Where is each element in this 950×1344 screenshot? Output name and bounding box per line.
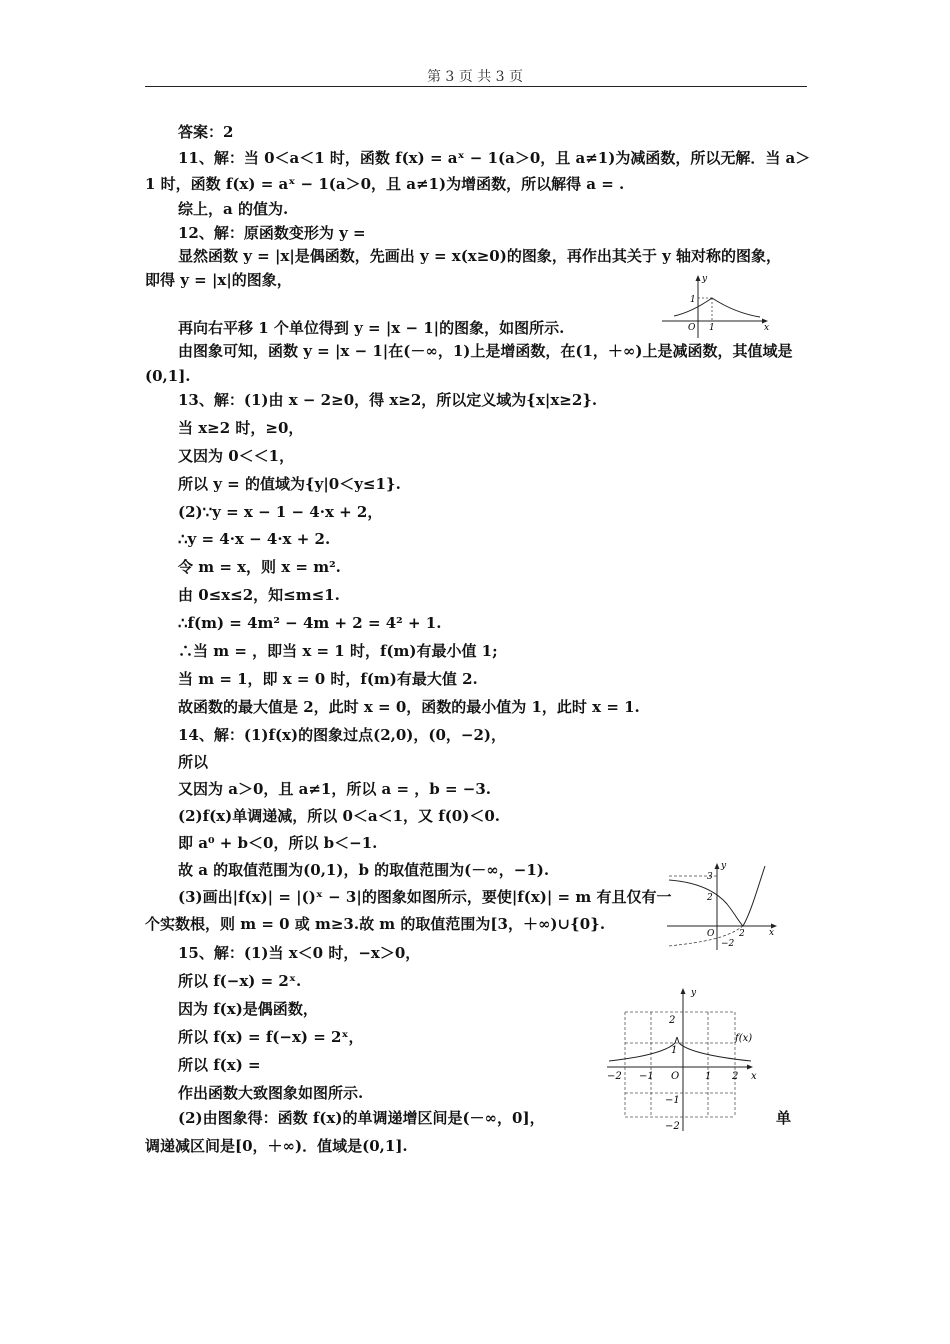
x-label: x — [751, 1071, 757, 1082]
text-line: 所以 f(x) = f(−x) = 2ˣ， — [178, 1028, 364, 1046]
curve — [674, 298, 760, 317]
text-line: 显然函数 y = |x|是偶函数，先画出 y = x(x≥0)的图象，再作出其关于 y 轴对称的图象， — [178, 247, 782, 265]
text-line: 所以 y = 的值域为{y|0＜y≤1}. — [178, 475, 401, 493]
text-line: 所以 f(x) = — [178, 1056, 261, 1074]
graph-problem-15 — [605, 985, 765, 1137]
text-line: 又因为 a＞0，且 a≠1，所以 a = ，b = −3. — [178, 780, 492, 798]
graph-problem-12 — [660, 268, 775, 344]
text-line: 故函数的最大值是 2，此时 x = 0，函数的最小值为 1，此时 x = 1. — [178, 698, 640, 716]
tick-label: −1 — [665, 1095, 680, 1106]
text-line: 12、解：原函数变形为 y = — [178, 224, 366, 242]
origin-label: O — [671, 1071, 680, 1082]
text-line: ∴y = 4·x − 4·x + 2. — [178, 530, 331, 548]
tick-label: 1 — [690, 295, 696, 305]
y-axis-arrow — [696, 275, 701, 281]
text-line: 因为 f(x)是偶函数， — [178, 1000, 318, 1018]
y-label: y — [721, 861, 727, 871]
text-line: 个实数根，则 m = 0 或 m≥3.故 m 的取值范围为[3，＋∞)∪{0}. — [145, 915, 606, 933]
tick-label: −2 — [721, 939, 735, 949]
tick-label: 2 — [732, 1071, 739, 1082]
tick-label: 1 — [709, 323, 715, 333]
graph-problem-14 — [665, 860, 785, 956]
tick-label: 2 — [739, 929, 745, 939]
function-label: f(x) — [735, 1033, 753, 1044]
tick-label: 2 — [707, 893, 713, 903]
text-line: 所以 f(−x) = 2ˣ. — [178, 972, 302, 990]
text-line: ∴当 m = ，即当 x = 1 时，f(m)有最小值 1; — [178, 642, 498, 660]
text-line: (2)由图象得：函数 f(x)的单调递增区间是(－∞，0]， — [178, 1109, 545, 1127]
text-line: 作出函数大致图象如图所示. — [178, 1084, 364, 1102]
text-line: (3)画出|f(x)| = |()ˣ − 3|的图象如图所示，要使|f(x)| = m 有且仅有一 — [178, 888, 672, 906]
text-line: 11、解：当 0＜a＜1 时，函数 f(x) = aˣ − 1(a＞0，且 a≠1)为减函数，所以无解．当 a＞ — [178, 149, 811, 167]
x-axis-arrow — [747, 1065, 753, 1070]
tick-label: −1 — [639, 1071, 654, 1082]
y-axis-arrow — [681, 988, 686, 994]
tick-label: 1 — [705, 1071, 712, 1082]
text-line: ∴f(m) = 4m² − 4m + 2 = 4² + 1. — [178, 614, 442, 632]
text-line: 当 x≥2 时，≥0， — [178, 419, 304, 437]
tick-label: 1 — [671, 1045, 678, 1056]
text-line: (2)f(x)单调递减，所以 0＜a＜1，又 f(0)＜0. — [178, 807, 501, 825]
curve-reflected — [743, 866, 765, 926]
text-line: 由图象可知，函数 y = |x − 1|在(－∞，1)上是增函数，在(1，＋∞)上是减函数，其值域是 — [178, 342, 793, 360]
text-line: 所以 — [178, 753, 209, 771]
curve-left — [609, 1037, 677, 1061]
tick-label: 3 — [707, 872, 713, 882]
text-line: 令 m = x，则 x = m². — [178, 558, 341, 576]
text-line: (0,1]. — [145, 367, 191, 385]
text-line: 又因为 0＜＜1， — [178, 447, 295, 465]
text-line: 1 时，函数 f(x) = aˣ − 1(a＞0，且 a≠1)为增函数，所以解得 a = . — [145, 175, 625, 193]
header-rule — [145, 86, 807, 87]
y-label: y — [702, 274, 708, 284]
grid — [625, 1012, 735, 1117]
text-line: (2)∵y = x − 1 − 4·x + 2， — [178, 503, 383, 521]
page-header: 第 3 页 共 3 页 — [426, 69, 524, 85]
y-label: y — [691, 988, 697, 998]
text-line: 由 0≤x≤2，知≤m≤1. — [178, 586, 340, 604]
text-line-suffix: 单 — [776, 1109, 792, 1127]
origin-label: O — [688, 323, 696, 333]
x-label: x — [769, 928, 775, 938]
text-line: 即 a⁰ + b＜0，所以 b＜−1. — [178, 834, 378, 852]
text-line: 答案：2 — [178, 123, 234, 141]
text-line: 15、解：(1)当 x＜0 时，−x＞0， — [178, 944, 421, 962]
y-axis-arrow — [715, 863, 720, 869]
text-line: 即得 y = |x|的图象， — [145, 271, 292, 289]
x-label: x — [764, 323, 770, 333]
text-line: 故 a 的取值范围为(0,1)，b 的取值范围为(－∞，−1). — [178, 861, 550, 879]
text-line: 调递减区间是[0，＋∞)．值域是(0,1]. — [145, 1137, 408, 1155]
tick-label: −2 — [665, 1121, 680, 1132]
text-line: 当 m = 1，即 x = 0 时，f(m)有最大值 2. — [178, 670, 478, 688]
tick-label: −2 — [607, 1071, 622, 1082]
tick-label: 2 — [669, 1015, 676, 1026]
origin-label: O — [707, 929, 715, 939]
text-line: 14、解：(1)f(x)的图象过点(2,0)，(0，−2)， — [178, 726, 507, 744]
text-line: 再向右平移 1 个单位得到 y = |x − 1|的图象，如图所示. — [178, 319, 565, 337]
curve-abs — [669, 880, 743, 926]
text-line: 13、解：(1)由 x − 2≥0，得 x≥2，所以定义域为{x|x≥2}. — [178, 391, 598, 409]
text-line: 综上，a 的值为. — [178, 200, 289, 218]
